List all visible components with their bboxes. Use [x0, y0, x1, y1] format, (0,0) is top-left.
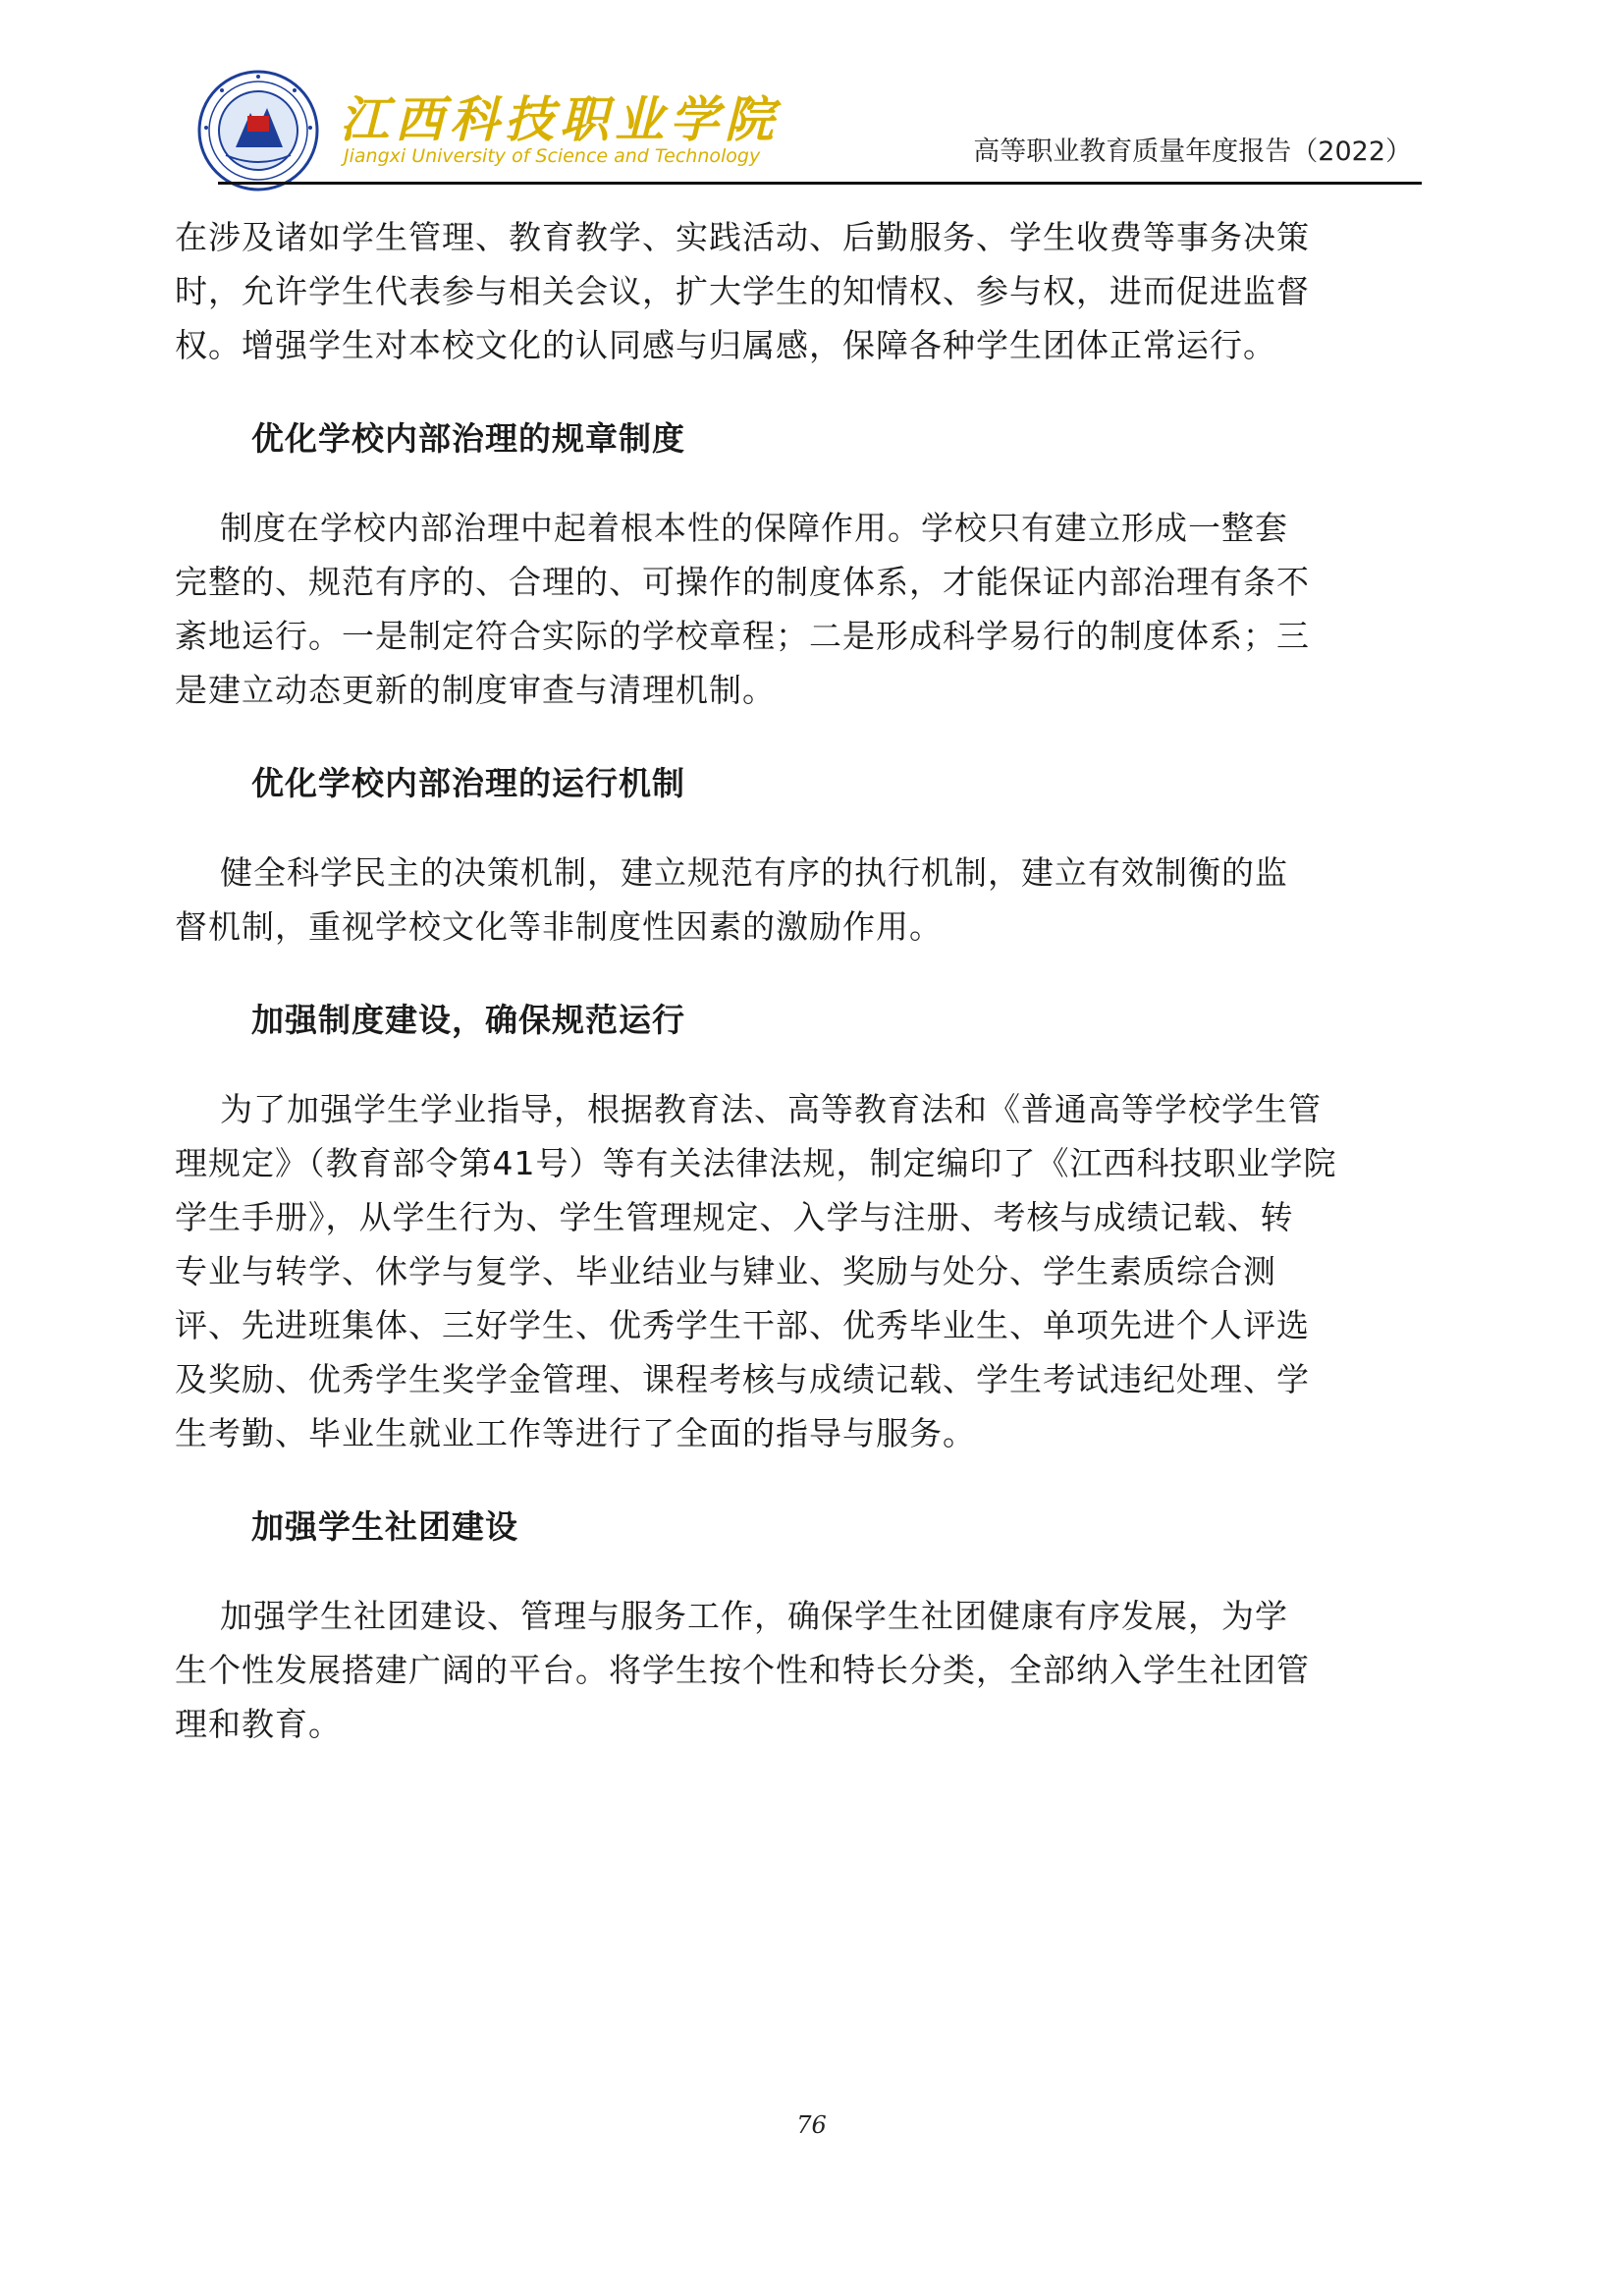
text-line: 督机制，重视学校文化等非制度性因素的激励作用。 [175, 907, 943, 946]
text-line: 专业与转学、休学与复学、毕业结业与肄业、奖励与处分、学生素质综合测 [175, 1252, 1276, 1290]
report-title: 高等职业教育质量年度报告（2022） [973, 137, 1412, 167]
paragraph-student-participation [175, 210, 1451, 372]
paragraph-rules-system [175, 501, 1451, 717]
text-line: 制度在学校内部治理中起着根本性的保障作用。学校只有建立形成一整套 [175, 509, 1288, 547]
text-line: 健全科学民主的决策机制，建立规范有序的执行机制，建立有效制衡的监 [175, 853, 1288, 892]
text-line: 时，允许学生代表参与相关会议，扩大学生的知情权、参与权，进而促进监督 [175, 272, 1310, 310]
university-seal-icon [196, 69, 320, 192]
paragraph-operating-mechanism [175, 846, 1451, 954]
section-heading: 优化学校内部治理的规章制度 [251, 419, 685, 458]
text-line: 权。增强学生对本校文化的认同感与归属感，保障各种学生团体正常运行。 [175, 326, 1276, 364]
text-line: 理和教育。 [175, 1705, 342, 1743]
page-number: 76 [796, 2111, 827, 2139]
text-line: 及奖励、优秀学生奖学金管理、课程考核与成绩记载、学生考试违纪处理、学 [175, 1360, 1310, 1398]
document-body [175, 210, 1451, 1751]
section-heading: 加强学生社团建设 [251, 1507, 518, 1546]
text-line: 加强学生社团建设、管理与服务工作，确保学生社团健康有序发展，为学 [175, 1597, 1288, 1635]
text-line: 紊地运行。一是制定符合实际的学校章程；二是形成科学易行的制度体系；三 [175, 617, 1310, 655]
text-line: 完整的、规范有序的、合理的、可操作的制度体系，才能保证内部治理有条不 [175, 563, 1310, 601]
text-line: 是建立动态更新的制度审查与清理机制。 [175, 671, 776, 709]
paragraph-student-handbook [175, 1082, 1451, 1460]
university-name-cn: 江西科技职业学院 [340, 90, 780, 148]
text-line: 学生手册》，从学生行为、学生管理规定、入学与注册、考核与成绩记载、转 [175, 1198, 1294, 1236]
university-name-en: Jiangxi University of Science and Technology [344, 145, 761, 167]
text-line: 生个性发展搭建广阔的平台。将学生按个性和特长分类，全部纳入学生社团管 [175, 1651, 1310, 1689]
text-line: 理规定》（教育部令第41号）等有关法律法规，制定编印了《江西科技职业学院 [175, 1144, 1337, 1182]
text-line: 为了加强学生学业指导，根据教育法、高等教育法和《普通高等学校学生管 [175, 1090, 1322, 1128]
section-heading: 加强制度建设，确保规范运行 [251, 1001, 685, 1039]
text-line: 评、先进班集体、三好学生、优秀学生干部、优秀毕业生、单项先进个人评选 [175, 1306, 1310, 1344]
header-divider [218, 182, 1422, 185]
text-line: 在涉及诸如学生管理、教育教学、实践活动、后勤服务、学生收费等事务决策 [175, 218, 1310, 256]
section-heading: 优化学校内部治理的运行机制 [251, 764, 685, 802]
text-line: 生考勤、毕业生就业工作等进行了全面的指导与服务。 [175, 1414, 976, 1452]
page-header [196, 61, 1424, 189]
paragraph-student-clubs [175, 1589, 1451, 1751]
